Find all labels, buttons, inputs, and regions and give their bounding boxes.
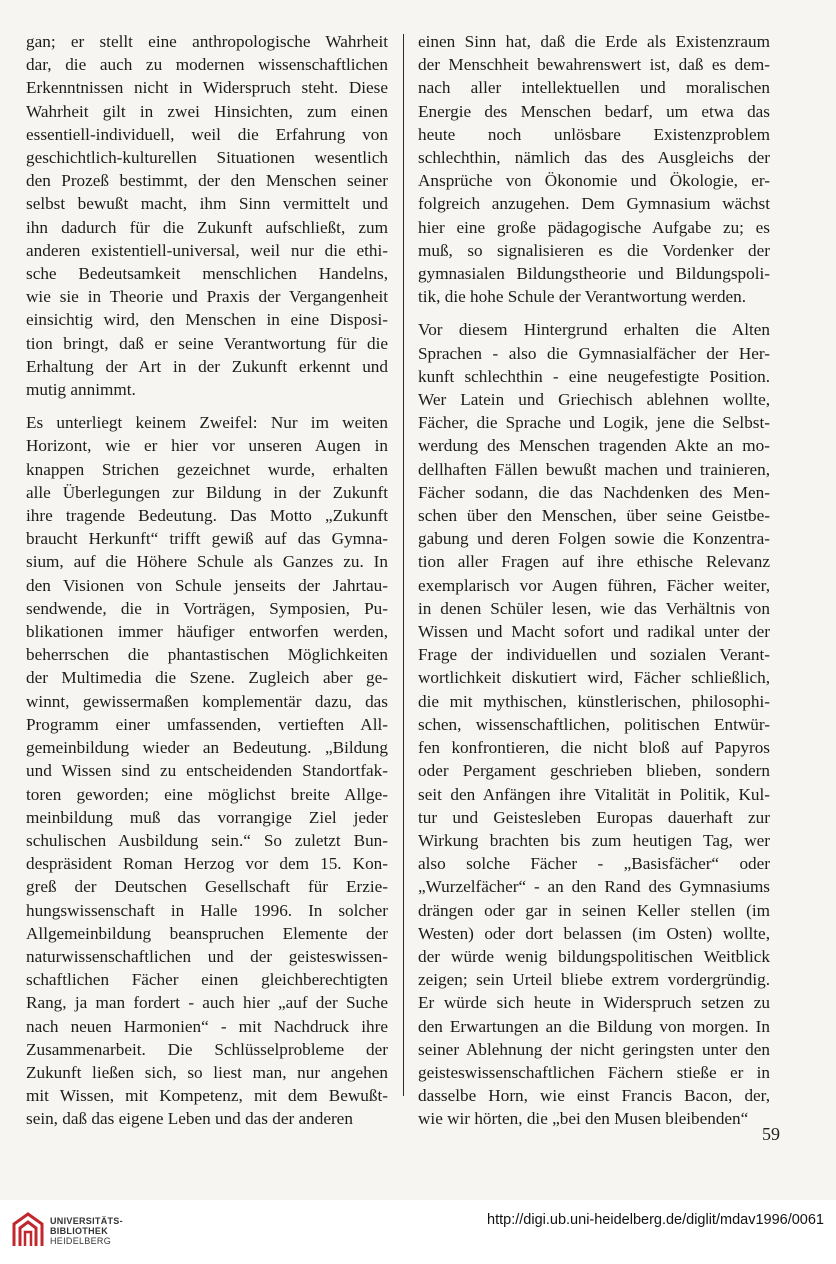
text-line: dellhaften Fällen bewußt machen und trainieren, [418,459,770,479]
text-line: Fächer sodann, die das Nachdenken des Men- [418,482,770,502]
text-line: also solche Fächer - „Basisfächer“ oder [418,854,770,874]
text-line: gemeinbildung wieder an Bedeutung. „Bildung [26,738,388,758]
text-line: Fächer, die Sprache und Logik, jene die Selbst- [418,413,770,433]
text-line: dar, die auch zu modernen wissenschaftlichen [26,55,388,75]
text-line: winnt, gewissermaßen komplementär dazu, das [26,691,388,711]
text-line: drängen oder gar in seinen Keller stellen (im [418,900,770,920]
text-line: „Wurzelfächer“ - an den Rand des Gymnasiums [418,877,770,897]
text-line: wie wir hörten, die „bei den Musen bleibenden“ [418,1109,749,1129]
text-line: seit den Anfängen ihre Vitalität in Politik, Kul- [418,784,770,804]
text-line: braucht Herkunft“ trifft gewiß auf das Gymna- [26,529,388,549]
text-line: mit Wissen, mit Kompetenz, mit dem Bewußt- [26,1086,388,1106]
library-logo-icon[interactable] [10,1210,46,1250]
column-divider [403,34,404,1096]
text-line: dasselbe Horn, wie einst Francis Bacon, der, [418,1086,770,1106]
text-line: Wahrheit gilt in zwei Hinsichten, zum einen [26,101,388,121]
text-line: schaftlichen Fächer einen gleichberechtigten [26,970,388,990]
text-line: fen konfrontieren, die nicht bloß auf Papyros [418,738,770,758]
text-line: muß, so signalisieren es die Vordenker der [418,240,770,260]
text-line: Zukunft ließen sich, so liest man, nur angehen [26,1062,388,1082]
paragraph [26,411,388,1130]
text-line: einsichtig wird, den Menschen in eine Disposi- [26,310,388,330]
text-line: den Erwartungen an die Bildung von morgen. In [418,1016,770,1036]
library-name-line-1: UNIVERSITÄTS- [50,1216,123,1226]
text-line: schlechthin, nämlich das des Ausgleichs der [418,148,770,168]
text-line: gymnasialen Bildungstheorie und Bildungspoli- [418,264,770,284]
library-name-line-2: BIBLIOTHEK [50,1226,108,1236]
text-line: ihn dadurch für die Zukunft aufschließt, zum [26,217,388,237]
text-line: tion aller Fragen auf ihre ethische Relevanz [418,552,770,572]
text-line: schen über den Menschen, über seine Geistbe- [418,506,770,526]
text-line: sche Bedeutsamkeit menschlichen Handelns, [26,264,388,284]
text-line: Es unterliegt keinem Zweifel: Nur im weiten [26,413,388,433]
text-line: der würde wenig bildungspolitischen Weitblick [418,946,770,966]
paragraph [418,318,770,1130]
text-line: Erhaltung der Art in der Zukunft erkennt und [26,356,388,376]
text-line: ihre tragende Bedeutung. Das Motto „Zukunft [26,506,388,526]
text-line: Horizont, wie er hier vor unseren Augen in [26,436,388,456]
text-line: nach aller intellektuellen und moralischen [418,78,770,98]
text-line: sendwende, die in Vorträgen, Symposien, Pu- [26,598,388,618]
viewer-footer [0,1200,836,1264]
text-line: sium, auf die Höhere Schule als Ganzes zu. In [26,552,388,572]
paragraph [418,30,770,308]
text-line: kunft schlechthin - eine neugefestigte Position. [418,366,770,386]
text-line: folgreich anzugehen. Dem Gymnasium wächst [418,194,770,214]
text-line: wortlichkeit diskutiert wird, Fächer schließlich, [418,668,770,688]
text-line: tik, die hohe Schule der Verantwortung werden. [418,287,747,307]
text-line: Allgemeinbildung beanspruchen Elemente der [26,923,388,943]
text-line: Wissen und Macht sofort und radikal unter der [418,622,770,642]
text-line: anderen existentiell-universal, weil nur die ethi- [26,240,388,260]
text-line: meinbildung muß das vorrangige Ziel jeder [26,807,388,827]
text-line: alle Überlegungen zur Bildung in der Zukunft [26,482,388,502]
text-line: gan; er stellt eine anthropologische Wahrheit [26,32,388,51]
text-line: geisteswissenschaftlichen Fächern stieße er in [418,1062,770,1082]
text-line: exemplarisch vor Augen führen, Fächer weiter, [418,575,770,595]
text-line: zeigen; sein Urteil bliebe extrem vordergründig. [418,970,770,990]
left-column [26,30,388,1141]
text-line: tur und Geistesleben Europas dauerhaft zur [418,807,770,827]
source-url-link[interactable]: http://digi.ub.uni-heidelberg.de/diglit/mdav1996/0061 [487,1212,824,1228]
paragraph [26,30,388,401]
right-column [418,30,770,1141]
text-line: Ansprüche von Ökonomie und Ökologie, er- [418,171,770,191]
text-line: schulischen Ausbildung sein.“ So zuletzt Bun- [26,830,388,850]
text-line: nach neuen Harmonien“ - mit Nachdruck ihre [26,1016,388,1036]
text-line: hungswissenschaft in Halle 1996. In solcher [26,900,388,920]
text-line: der Menschheit bewahrenswert ist, daß es dem- [418,55,770,75]
library-name-line-3: HEIDELBERG [50,1236,112,1246]
text-line: Erkenntnissen nicht in Widerspruch steht. Diese [26,78,388,98]
text-line: hier eine große pädagogische Aufgabe zu; es [418,217,770,237]
text-line: naturwissenschaftlichen und der geisteswissen- [26,946,388,966]
text-line: Er würde sich heute in Widerspruch setzen zu [418,993,770,1013]
text-line: heute noch unlösbare Existenzproblem [418,124,770,144]
text-line: die mit mythischen, künstlerischen, philosophi- [418,691,770,711]
text-line: greß der Deutschen Gesellschaft für Erzie- [26,877,388,897]
text-line: blikationen immer häufiger entworfen werden, [26,622,388,642]
text-line: despräsident Roman Herzog vor dem 15. Kon- [26,854,388,874]
text-line: den Visionen von Schule jenseits der Jahrtau- [26,575,388,595]
text-line: mutig annimmt. [26,380,136,400]
library-name [50,1216,123,1246]
text-line: selbst bewußt macht, ihm Sinn vermittelt und [26,194,388,214]
text-line: Wer Latein und Griechisch ablehnen wollte, [418,390,770,410]
text-line: schen, wissenschaftlichen, politischen Entwür- [418,714,770,734]
text-line: gabung und deren Folgen sowie die Konzentra- [418,529,770,549]
text-line: Zusammenarbeit. Die Schlüsselprobleme der [26,1039,388,1059]
text-line: knappen Strichen gezeichnet wurde, erhalten [26,459,388,479]
text-line: Frage der individuellen und sozialen Verant- [418,645,770,665]
text-line: wie sie in Theorie und Praxis der Vergangenheit [26,287,388,307]
text-line: geschichtlich-kulturellen Situationen wesentlich [26,148,388,168]
text-line: Wirkung brachten bis zum heutigen Tag, wer [418,830,770,850]
text-line: beherrschen die phantastischen Möglichkeiten [26,645,388,665]
text-line: Programm einer umfassenden, vertieften All- [26,714,388,734]
text-line: Sprachen - also die Gymnasialfächer der Her- [418,343,770,363]
page-number: 59 [762,1124,780,1144]
text-line: sein, daß das eigene Leben und das der anderen [26,1109,353,1129]
text-line: toren geworden; eine möglichst breite Allge- [26,784,388,804]
text-line: essentiell-individuell, weil die Erfahrung von [26,124,388,144]
text-line: einen Sinn hat, daß die Erde als Existenzraum [418,32,770,51]
text-line: werdung des Menschen tragenden Akte an mo- [418,436,770,456]
text-line: der Multimedia die Szene. Zugleich aber ge- [26,668,388,688]
text-line: Rang, ja man fordert - auch hier „auf der Suche [26,993,388,1013]
text-line: oder Pergament geschrieben blieben, sondern [418,761,770,781]
text-line: Energie des Menschen bedarf, um etwa das [418,101,770,121]
text-line: den Prozeß bestimmt, der den Menschen seiner [26,171,388,191]
text-line: Vor diesem Hintergrund erhalten die Alten [418,320,770,340]
text-line: in denen Schüler lesen, wie das Verhältnis von [418,598,770,618]
text-line: und Wissen sind zu entscheidenden Standortfak- [26,761,388,781]
text-line: seiner Ablehnung der nicht geringsten unter den [418,1039,770,1059]
text-line: tion bringt, daß er seine Verantwortung für die [26,333,388,353]
text-line: Westen) oder dort belassen (im Osten) wollte, [418,923,770,943]
